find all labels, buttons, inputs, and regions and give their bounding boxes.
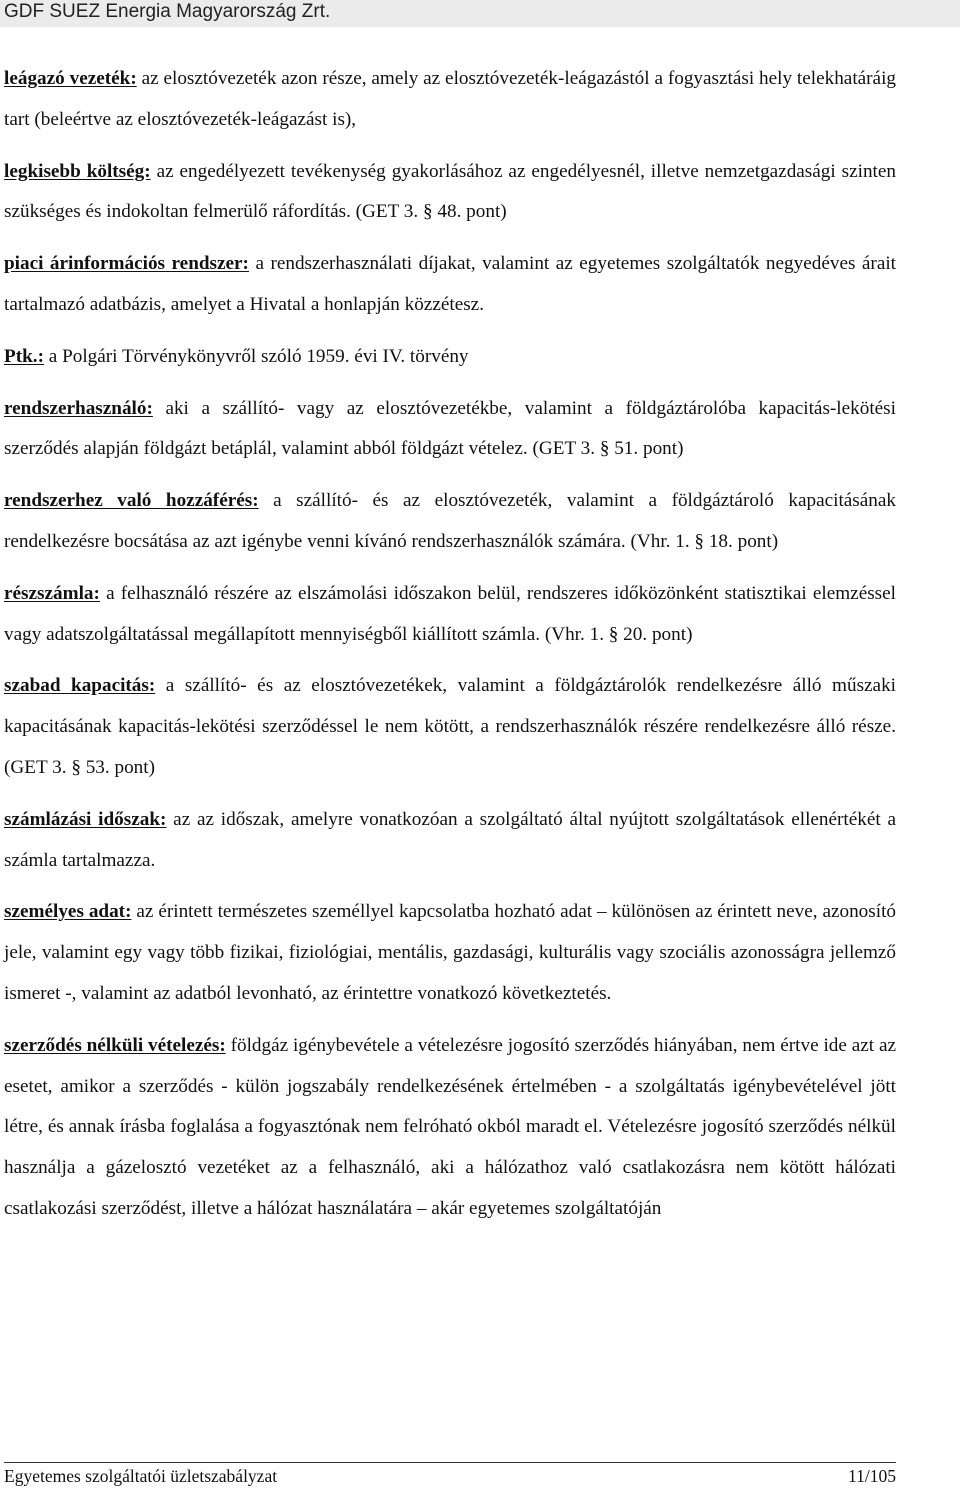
definition-paragraph <box>4 152 896 234</box>
definition-term: legkisebb költség: <box>4 160 151 182</box>
definition-text: a felhasználó részére az elszámolási időszakon belül, rendszeres időközönként statisztikai elemzéssel vagy adatszolgáltatással megállapított mennyiségből kiállított számla. (Vhr. 1. § 20. pont) <box>4 582 896 645</box>
definition-term: rendszerhasználó: <box>4 397 153 419</box>
definition-paragraph <box>4 481 896 563</box>
definition-term: személyes adat: <box>4 901 132 923</box>
definition-paragraph <box>4 1026 896 1230</box>
definition-text: a szállító- és az elosztóvezeték, valamint a földgáztároló kapacitásának rendelkezésre bocsátása az azt igénybe venni kívánó rendszerhasználók számára. (Vhr. 1. § 18. pont) <box>4 490 896 552</box>
definition-paragraph <box>4 389 896 471</box>
footer-document-title: Egyetemes szolgáltatói üzletszabályzat <box>4 1466 278 1486</box>
definitions-body <box>4 59 896 1241</box>
definition-term: részszámla: <box>4 582 100 604</box>
definition-text: a Polgári Törvénykönyvről szóló 1959. évi IV. törvény <box>43 345 469 367</box>
definition-text: az érintett természetes személlyel kapcsolatba hozható adat – különösen az érintett neve, azonosító jele, valamint egy vagy több fizikai, fiziológiai, mentális, gazdasági, kulturális vagy szociális azonosságra jellemző ismeret -, valamint az adatból levonható, az érintettre vonatkozó következtetés. <box>4 901 896 1004</box>
definition-text: az elosztóvezeték azon része, amely az elosztóvezeték-leágazástól a fogyasztási hely telekhatáráig tart (beleértve az elosztóvezeték-leágazást is), <box>4 68 896 130</box>
definition-paragraph <box>4 59 896 141</box>
definition-text: földgáz igénybevétele a vételezésre jogosító szerződés hiányában, nem értve ide azt az esetet, amikor a szerződés - külön jogszabály rendelkezésének értelmében - a szolgáltatás igénybevételével jött létre, és annak írásba foglalása a fogyasztónak nem felróható okból maradt el. Vételezésre jogosító szerződés nélkül használja a gázelosztó vezetéket az a felhasználó, aki a hálózathoz való csatlakozásra nem kötött hálózati csatlakozási szerződést, illetve a hálózat használatára – akár egyetemes szolgáltatóján <box>4 1034 896 1219</box>
definition-term: számlázási időszak: <box>4 808 167 830</box>
definition-text: az az időszak, amelyre vonatkozóan a szolgáltató által nyújtott szolgáltatások ellenértékét a számla tartalmazza. <box>4 808 896 871</box>
definition-term: szerződés nélküli vételezés: <box>4 1034 226 1056</box>
definition-paragraph <box>4 574 896 656</box>
company-name: GDF SUEZ Energia Magyarország Zrt. <box>4 1 331 22</box>
page-header <box>0 0 960 27</box>
definition-text: a szállító- és az elosztóvezetékek, valamint a földgáztárolók rendelkezésre álló műszaki kapacitásának kapacitás-lekötési szerződéssel le nem kötött, a rendszerhasználók részére rendelkezésre álló része. (GET 3. § 53. pont) <box>4 675 896 778</box>
definition-term: Ptk.: <box>4 345 44 367</box>
footer-page-number: 11/105 <box>848 1466 896 1486</box>
definition-paragraph <box>4 337 896 378</box>
definition-term: piaci árinformációs rendszer: <box>4 253 249 275</box>
definition-text: aki a szállító- vagy az elosztóvezetékbe, valamint a földgáztárolóba kapacitás-lekötési szerződés alapján földgázt betáplál, valamint abból földgázt vételez. (GET 3. § 51. pont) <box>4 397 896 460</box>
definition-paragraph <box>4 666 896 788</box>
definition-text: az engedélyezett tevékenység gyakorlásához az engedélyesnél, illetve nemzetgazdasági szinten szükséges és indokoltan felmerülő ráfordítás. (GET 3. § 48. pont) <box>4 160 896 223</box>
definition-paragraph <box>4 800 896 882</box>
definition-term: szabad kapacitás: <box>4 675 156 697</box>
definition-paragraph <box>4 244 896 326</box>
definition-text: a rendszerhasználati díjakat, valamint az egyetemes szolgáltatók negyedéves árait tartalmazó adatbázis, amelyet a Hivatal a honlapján közzétesz. <box>4 253 896 315</box>
definition-term: leágazó vezeték: <box>4 68 137 89</box>
definition-term: rendszerhez való hozzáférés: <box>4 490 259 512</box>
footer-divider <box>4 1462 896 1463</box>
definition-paragraph <box>4 892 896 1014</box>
